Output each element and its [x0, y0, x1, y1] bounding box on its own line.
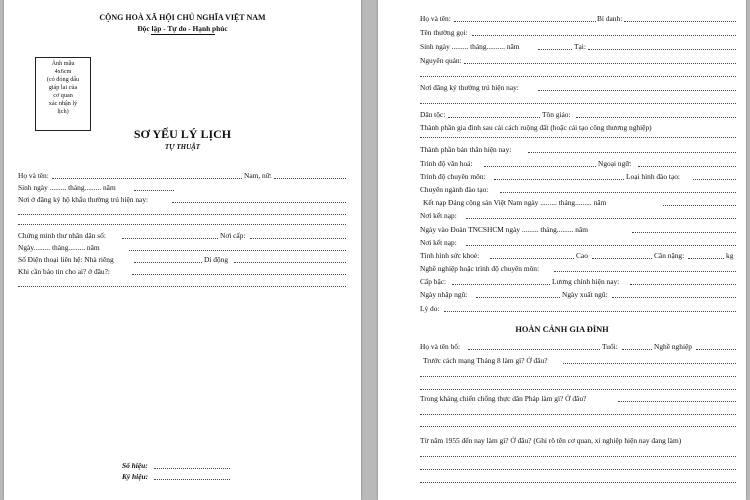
label-education: Trình độ văn hoá: — [420, 159, 473, 168]
fill-line — [250, 238, 346, 239]
label-father-occupation: Nghề nghiệp — [654, 342, 692, 351]
fill-line — [554, 271, 736, 272]
label-issue-date: Ngày......... tháng......... năm — [18, 243, 100, 252]
fill-line — [274, 178, 346, 179]
fill-line — [420, 137, 736, 138]
section-title-family: HOÀN CẢNH GIA ĐÌNH — [515, 325, 609, 334]
label-training-type: Loại hình đào tạo: — [626, 172, 680, 181]
label-before-revolution: Trước cách mạng Tháng 8 làm gì? Ở đâu? — [423, 356, 548, 365]
fill-line — [18, 224, 346, 225]
fill-line — [622, 349, 652, 350]
label-youth-union: Ngày vào Đoàn TNCSHCM ngày ......... tháng......... năm — [420, 225, 588, 234]
fill-line — [420, 482, 736, 483]
label-kg: kg — [726, 251, 734, 260]
fill-line — [18, 214, 346, 215]
label-major: Chuyên ngành đào tạo: — [420, 185, 489, 194]
fill-line — [420, 103, 736, 104]
fill-line — [538, 49, 572, 50]
label-age: Tuổi: — [602, 342, 618, 351]
label-reason: Lý do: — [420, 304, 440, 313]
fill-line — [663, 205, 736, 206]
document-subtitle: TỰ THUẬT — [164, 143, 201, 151]
label-mobile: Di động — [204, 255, 229, 264]
national-motto: Độc lập - Tự do - Hạnh phúc — [137, 24, 228, 33]
label-alias: Bí danh: — [597, 14, 623, 23]
label-birth-date: Sinh ngày ......... tháng.......... năm — [420, 42, 520, 51]
photo-placeholder — [35, 57, 91, 131]
fill-line — [444, 311, 736, 312]
document-page-1 — [4, 0, 361, 500]
fill-line — [420, 376, 736, 377]
fill-line — [528, 152, 736, 153]
fill-line — [448, 117, 540, 118]
motto-underline — [151, 34, 215, 35]
label-health: Tình hình sức khoẻ: — [420, 251, 480, 260]
fill-line — [134, 190, 174, 191]
label-occupation: Nghề nghiệp hoặc trình độ chuyên môn: — [420, 264, 540, 273]
label-admission-place: Nơi kết nạp: — [420, 238, 457, 247]
fill-line — [452, 284, 550, 285]
label-registered-address: Nơi đăng ký thường trú hiện nay: — [420, 83, 519, 92]
fill-line — [638, 166, 736, 167]
fill-line — [688, 258, 724, 259]
label-father-name: Họ và tên bố: — [420, 342, 461, 351]
label-full-name: Họ và tên: — [18, 171, 49, 180]
label-rank: Cấp bậc: — [420, 277, 447, 286]
fill-line — [592, 258, 652, 259]
fill-line — [154, 479, 230, 480]
photo-line: 4x6cm — [54, 68, 72, 75]
fill-line — [466, 218, 736, 219]
fill-line — [612, 297, 736, 298]
label-weight: Cân nặng: — [654, 251, 685, 260]
label-full-name: Họ và tên: — [420, 14, 451, 23]
fill-line — [132, 274, 346, 275]
fill-line — [134, 262, 202, 263]
fill-line — [122, 238, 218, 239]
fill-line — [234, 262, 346, 263]
photo-line: lịch) — [57, 108, 69, 115]
fill-line — [468, 349, 600, 350]
fill-line — [563, 363, 736, 364]
label-resistance-war: Trong kháng chiến chống thực dân Pháp làm gì? Ở đâu? — [420, 394, 587, 403]
label-issue-place: Nơi cấp: — [220, 231, 246, 240]
label-registered-address: Nơi ở đăng ký hộ khẩu thường trú hiện nay: — [18, 195, 149, 204]
label-hometown: Nguyên quán: — [420, 56, 462, 65]
label-common-name: Tên thường gọi: — [420, 28, 468, 37]
label-symbol: Ký hiệu: — [122, 472, 149, 481]
fill-line — [420, 426, 736, 427]
label-height: Cao — [576, 251, 588, 260]
fill-line — [490, 258, 574, 259]
fill-line — [154, 468, 230, 469]
fill-line — [494, 179, 624, 180]
label-personal-class: Thành phần bản thân hiện nay: — [420, 145, 512, 154]
label-family-class: Thành phần gia đình sau cải cách ruộng đất (hoặc cải tạo công thương nghiệp) — [420, 123, 652, 132]
fill-line — [484, 166, 596, 167]
label-contact: Khi cần báo tin cho ai? ở đâu?: — [18, 267, 110, 276]
photo-line: giáp lai của — [48, 84, 78, 91]
fill-line — [466, 245, 736, 246]
fill-line — [420, 456, 736, 457]
label-enlistment-date: Ngày nhập ngũ: — [420, 290, 468, 299]
label-ethnicity: Dân tộc: — [420, 110, 446, 119]
label-serial-number: Số hiệu: — [122, 461, 148, 470]
photo-line: cơ quan — [53, 92, 73, 99]
fill-line — [696, 349, 736, 350]
fill-line — [588, 49, 736, 50]
label-gender: Nam, nữ: — [244, 171, 272, 180]
label-phone-home: Số Điện thoại liên hệ: Nhà riêng — [18, 255, 114, 264]
fill-line — [538, 90, 736, 91]
label-id-number: Chứng minh thư nhân dân số: — [18, 231, 106, 240]
fill-line — [52, 178, 242, 179]
document-page-2 — [378, 0, 746, 500]
photo-line: Ảnh mẫu — [51, 60, 75, 67]
fill-line — [129, 250, 346, 251]
fill-line — [464, 63, 736, 64]
fill-line — [420, 414, 736, 415]
fill-line — [420, 389, 736, 390]
label-salary: Lương chính hiện nay: — [552, 277, 620, 286]
fill-line — [18, 286, 346, 287]
label-religion: Tôn giáo: — [542, 110, 571, 119]
document-title: SƠ YẾU LÝ LỊCH — [133, 127, 232, 141]
fill-line — [500, 192, 736, 193]
photo-line: xác nhận lý — [48, 100, 78, 107]
fill-line — [576, 117, 736, 118]
fill-line — [420, 469, 736, 470]
label-admission-place: Nơi kết nạp: — [420, 211, 457, 220]
fill-line — [420, 76, 736, 77]
label-birth-date: Sinh ngày ......... tháng......... năm — [18, 183, 116, 192]
label-birth-place: Tại: — [574, 42, 586, 51]
fill-line — [630, 284, 736, 285]
fill-line — [693, 179, 736, 180]
fill-line — [472, 35, 736, 36]
label-party-admission: Kết nạp Đảng cộng sản Việt Nam ngày ......... tháng......... năm — [423, 198, 607, 207]
fill-line — [454, 21, 596, 22]
national-header: CỘNG HOÀ XÃ HỘI CHỦ NGHĨA VIỆT NAM — [99, 13, 266, 22]
label-since-1955: Từ năm 1955 đến nay làm gì? Ở đâu? (Ghi rõ tên cơ quan, xí nghiệp hiện nay đang làm) — [420, 436, 682, 445]
fill-line — [618, 401, 736, 402]
label-discharge-date: Ngày xuất ngũ: — [562, 290, 608, 299]
label-foreign-language: Ngoại ngữ: — [598, 159, 632, 168]
fill-line — [476, 297, 560, 298]
label-professional-level: Trình độ chuyên môn: — [420, 172, 486, 181]
fill-line — [172, 202, 346, 203]
fill-line — [632, 232, 736, 233]
photo-line: (có đóng dấu — [46, 76, 80, 83]
fill-line — [624, 21, 736, 22]
